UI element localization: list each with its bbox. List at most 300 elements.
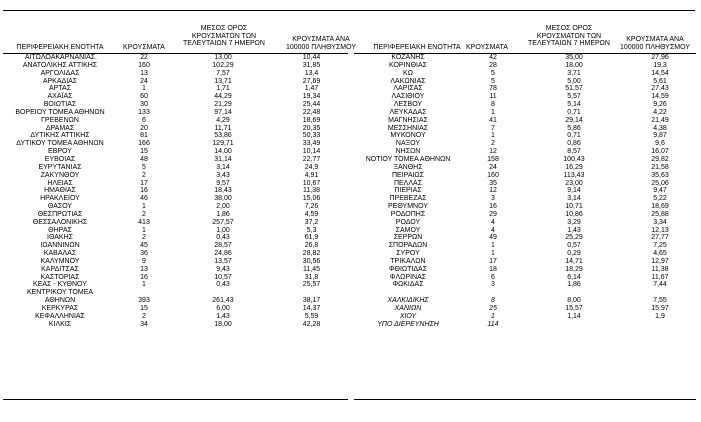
region-cell: ΧΙΟΥ	[399, 312, 417, 320]
cases-cell: 158	[487, 155, 499, 163]
per100k-cell: 5,3	[306, 226, 317, 234]
table-row	[4, 321, 349, 329]
cases-cell: 6	[491, 273, 495, 281]
avg7-cell: 44,29	[214, 93, 232, 101]
avg7-cell: 13,57	[214, 257, 232, 265]
header-avg7-line2: ΚΡΟΥΣΜΑΤΩΝ ΤΩΝ	[191, 32, 257, 40]
table-row	[354, 180, 696, 188]
table-row	[354, 219, 696, 227]
table-row	[354, 305, 696, 313]
table-row	[4, 125, 349, 133]
region-cell: ΦΩΚΙΔΑΣ	[392, 281, 424, 289]
right-table-body	[354, 54, 696, 329]
region-cell: ΙΩΑΝΝΙΝΩΝ	[40, 242, 80, 250]
per100k-cell: 25,57	[302, 281, 321, 289]
avg7-cell: 6,00	[216, 305, 230, 312]
cases-cell: 1	[142, 203, 146, 211]
cases-cell: 36	[140, 250, 148, 258]
avg7-cell: 53,86	[214, 132, 232, 140]
cases-cell: 60	[140, 93, 148, 101]
table-row	[4, 203, 349, 211]
per100k-cell: 18,69	[651, 203, 669, 211]
cases-cell: 12	[489, 187, 497, 195]
table-row	[4, 289, 349, 297]
region-cell: ΘΕΣΣΑΛΟΝΙΚΗΣ	[32, 218, 88, 226]
avg7-cell: 5,00	[567, 77, 581, 85]
region-cell: ΦΛΩΡΙΝΑΣ	[389, 273, 427, 281]
cases-cell: 16	[489, 203, 497, 211]
cases-cell: 1	[491, 312, 495, 320]
region-cell: ΧΑΝΙΩΝ	[394, 305, 422, 312]
table-row	[4, 93, 349, 101]
table-row	[4, 140, 349, 148]
region-cell: ΚΕΦΑΛΛΗΝΙΑΣ	[35, 312, 85, 320]
avg7-cell: 113,43	[563, 171, 585, 179]
table-row	[4, 101, 349, 109]
region-cell: ΔΡΑΜΑΣ	[45, 124, 75, 132]
per100k-cell: 9,47	[653, 187, 667, 195]
avg7-cell: 129,71	[212, 140, 234, 148]
table-row	[354, 125, 696, 133]
region-cell: ΜΑΓΝΗΣΙΑΣ	[388, 116, 428, 124]
per100k-cell: 5,61	[653, 77, 667, 85]
avg7-cell: 1,14	[567, 312, 581, 320]
cases-cell: 160	[487, 171, 499, 179]
cases-cell: 28	[489, 61, 497, 69]
cases-cell: 25	[489, 305, 497, 312]
cases-cell: 3	[491, 281, 495, 289]
per100k-cell: 11,45	[303, 265, 320, 273]
region-cell: ΒΟΙΩΤΙΑΣ	[43, 101, 77, 109]
region-cell: ΚΕΑΣ - ΚΥΘΝΟΥ	[33, 281, 87, 289]
cases-cell: 49	[489, 234, 497, 242]
table-row	[4, 281, 349, 289]
region-cell: ΡΕΘΥΜΝΟΥ	[387, 203, 428, 211]
cases-cell: 9	[142, 257, 146, 265]
avg7-cell: 51,57	[565, 85, 583, 93]
cases-cell: 1	[142, 226, 146, 234]
avg7-cell: 0,71	[567, 108, 581, 116]
table-row	[354, 54, 696, 62]
region-cell: ΝΟΤΙΟΥ ΤΟΜΕΑ ΑΘΗΝΩΝ	[365, 155, 451, 163]
per100k-cell: 9,6	[655, 140, 665, 148]
table-row	[354, 313, 696, 321]
avg7-cell: 97,14	[214, 108, 232, 116]
per100k-cell: 12,13	[651, 226, 669, 234]
region-cell: ΠΙΕΡΙΑΣ	[394, 187, 422, 195]
avg7-cell: 9,14	[567, 187, 581, 195]
per100k-cell: 19,3	[653, 61, 667, 69]
header-region-right	[362, 44, 472, 52]
table-row	[354, 258, 696, 266]
per100k-cell: 33,49	[302, 140, 321, 148]
table-row	[354, 140, 696, 148]
per100k-cell: 11,67	[651, 273, 669, 281]
avg7-cell: 7,57	[216, 69, 230, 77]
table-row	[354, 132, 696, 140]
cases-cell: 24	[140, 77, 148, 85]
region-cell: ΣΠΟΡΑΔΩΝ	[388, 242, 428, 250]
table-row	[354, 109, 696, 117]
region-cell: ΓΡΕΒΕΝΩΝ	[41, 116, 79, 124]
per100k-cell: 16,07	[651, 148, 669, 156]
region-cell: ΑΡΚΑΔΙΑΣ	[42, 77, 78, 85]
table-row	[354, 321, 696, 329]
avg7-cell: 10,71	[565, 203, 583, 211]
avg7-cell: 102,29	[212, 61, 234, 69]
avg7-cell: 16,29	[565, 163, 583, 171]
cases-cell: 48	[140, 155, 148, 163]
avg7-cell: 10,86	[565, 210, 583, 218]
region-cell: ΚΟΖΑΝΗΣ	[391, 54, 425, 61]
avg7-cell: 18,43	[214, 187, 232, 195]
avg7-cell: 5,14	[567, 101, 581, 109]
table-row	[4, 109, 349, 117]
per100k-cell: 21,58	[651, 163, 669, 171]
region-cell: ΘΑΣΟΥ	[47, 203, 73, 211]
region-cell: ΣΑΜΟΥ	[395, 226, 421, 234]
avg7-cell: 0,57	[567, 242, 581, 250]
avg7-cell: 24,86	[214, 250, 232, 258]
avg7-cell: 1,86	[216, 210, 230, 218]
per100k-cell: 4,91	[304, 171, 319, 179]
per100k-cell: 7,25	[653, 242, 667, 250]
avg7-cell: 18,00	[214, 320, 232, 328]
avg7-cell: 3,14	[567, 195, 581, 203]
header-avg7-line1: ΜΕΣΟΣ ΟΡΟΣ	[545, 25, 593, 32]
region-cell: ΤΡΙΚΑΛΩΝ	[390, 257, 426, 265]
per100k-cell: 3,34	[653, 218, 667, 226]
cases-cell: 160	[138, 61, 150, 69]
table-row	[354, 234, 696, 242]
header-avg7-line3: ΤΕΛΕΥΤΑΙΩΝ 7 ΗΜΕΡΩΝ	[528, 40, 610, 47]
region-cell: ΑΡΤΑΣ	[48, 85, 72, 93]
table-row	[4, 132, 349, 140]
table-row	[4, 180, 349, 188]
cases-cell: 35	[489, 179, 497, 187]
per100k-cell: 21,49	[651, 116, 669, 124]
cases-cell: 5	[491, 69, 495, 77]
header-cases-label: ΚΡΟΥΣΜΑΤΑ	[123, 44, 165, 51]
table-row	[4, 274, 349, 282]
per100k-cell: 4,22	[653, 108, 667, 116]
table-row	[4, 156, 349, 164]
region-cell: ΔΥΤΙΚΗΣ ΑΤΤΙΚΗΣ	[30, 132, 90, 140]
per100k-cell: 7,44	[653, 281, 667, 289]
per100k-cell: 12,97	[651, 257, 669, 265]
per100k-cell: 14,37	[302, 305, 321, 312]
table-row	[4, 187, 349, 195]
region-cell: ΑΝΑΤΟΛΙΚΗΣ ΑΤΤΙΚΗΣ	[22, 61, 98, 69]
avg7-cell: 4,29	[216, 116, 230, 124]
per100k-cell: 4,38	[653, 124, 667, 132]
header-cases-right	[459, 44, 515, 52]
per100k-cell: 31,8	[304, 273, 319, 281]
region-cell: ΑΡΓΟΛΙΔΑΣ	[40, 69, 80, 77]
header-cases-label: ΚΡΟΥΣΜΑΤΑ	[466, 44, 508, 51]
cases-cell: 393	[138, 297, 150, 305]
per100k-cell: 4,59	[304, 210, 319, 218]
spacer-cell	[524, 289, 624, 297]
per100k-cell: 61,9	[304, 234, 319, 242]
region-cell: ΣΥΡΟΥ	[396, 250, 420, 258]
per100k-cell: 15,06	[302, 195, 321, 203]
header-per100k-line2: 100000 ΠΛΗΘΥΣΜΟΥ	[619, 43, 691, 51]
avg7-cell: 28,57	[214, 242, 232, 250]
region-cell: ΕΒΡΟΥ	[48, 148, 72, 156]
per100k-cell: 42,28	[302, 320, 321, 328]
region-cell: ΚΙΛΚΙΣ	[48, 320, 72, 328]
header-avg7-line3: ΤΕΛΕΥΤΑΙΩΝ 7 ΗΜΕΡΩΝ	[183, 40, 265, 47]
cases-cell: 3	[491, 195, 495, 203]
avg7-cell: 35,00	[565, 54, 583, 61]
avg7-cell: 3,29	[567, 218, 581, 226]
table-row	[354, 85, 696, 93]
region-cell: ΔΥΤΙΚΟΥ ΤΟΜΕΑ ΑΘΗΝΩΝ	[16, 140, 104, 148]
cases-cell: 5	[491, 77, 495, 85]
avg7-cell: 31,14	[214, 155, 232, 163]
table-row	[354, 227, 696, 235]
table-row	[4, 70, 349, 78]
per100k-cell: 25,44	[302, 101, 321, 109]
table-row	[4, 313, 349, 321]
header-per100k-line1: ΚΡΟΥΣΜΑΤΑ ΑΝΑ	[626, 36, 684, 43]
per100k-cell: 14,59	[651, 93, 669, 101]
bottom-rule-right	[354, 399, 696, 400]
cases-cell: 15	[140, 148, 148, 156]
table-row	[4, 195, 349, 203]
header-avg7-line1: ΜΕΣΟΣ ΟΡΟΣ	[200, 25, 248, 32]
table-row	[354, 172, 696, 180]
region-cell: ΕΥΡΥΤΑΝΙΑΣ	[38, 163, 82, 171]
region-cell: ΡΟΔΟΠΗΣ	[390, 210, 426, 218]
cases-cell: 1	[491, 132, 495, 140]
avg7-cell: 21,29	[214, 101, 232, 109]
cases-cell: 1	[491, 108, 495, 116]
cases-cell: 114	[487, 320, 499, 328]
per100k-cell: 25,06	[651, 179, 669, 187]
region-cell: ΠΡΕΒΕΖΑΣ	[389, 195, 427, 203]
header-region-label: ΠΕΡΙΦΕΡΕΙΑΚΗ ΕΝΟΤΗΤΑ	[373, 44, 461, 51]
avg7-cell: 261,43	[212, 297, 234, 305]
cases-cell: 17	[489, 257, 497, 265]
avg7-cell: 1,43	[216, 312, 230, 320]
avg7-cell: 0,71	[567, 132, 581, 140]
header-region-left	[4, 44, 116, 52]
per100k-cell: 19,34	[302, 93, 321, 101]
per100k-cell: 24,9	[304, 163, 319, 171]
region-cell: ΝΑΞΟΥ	[395, 140, 421, 148]
per100k-cell: 27,96	[651, 54, 669, 61]
region-cell: ΣΕΡΡΩΝ	[393, 234, 423, 242]
cases-cell: 1	[142, 281, 146, 289]
region-cell: ΚΕΝΤΡΙΚΟΥ ΤΟΜΕΑ	[26, 289, 94, 297]
avg7-cell: 15,57	[565, 305, 583, 312]
avg7-cell: 14,71	[565, 257, 583, 265]
table-row	[354, 274, 696, 282]
avg7-cell-empty	[172, 289, 274, 297]
cases-cell: 166	[138, 140, 150, 148]
region-cell: ΚΕΡΚΥΡΑΣ	[41, 305, 79, 312]
region-cell: ΚΑΒΑΛΑΣ	[43, 250, 77, 258]
avg7-cell: 2,00	[216, 203, 230, 211]
per100k-cell: 38,17	[302, 297, 321, 305]
per100k-cell: 50,33	[302, 132, 321, 140]
avg7-cell: 14,00	[214, 148, 232, 156]
avg7-cell: 1,71	[216, 85, 230, 93]
avg7-cell	[524, 321, 624, 329]
cases-cell: 18	[489, 265, 497, 273]
cases-cell: 6	[142, 116, 146, 124]
table-row	[354, 250, 696, 258]
bottom-rule-left	[3, 399, 348, 400]
cases-cell-empty	[116, 289, 172, 297]
avg7-cell: 8,57	[567, 148, 581, 156]
left-table	[4, 54, 349, 329]
cases-cell: 413	[138, 218, 150, 226]
table-row	[4, 78, 349, 86]
table-row	[4, 172, 349, 180]
avg7-cell: 11,71	[214, 124, 232, 132]
table-row	[4, 305, 349, 313]
region-cell: ΙΘΑΚΗΣ	[47, 234, 73, 242]
table-row	[354, 101, 696, 109]
per100k-cell-empty	[274, 289, 349, 297]
cases-cell: 24	[489, 163, 497, 171]
cases-cell: 8	[491, 297, 495, 305]
left-table-body	[4, 54, 349, 329]
per100k-cell: 13,4	[304, 69, 319, 77]
table-row	[354, 211, 696, 219]
table-row	[4, 242, 349, 250]
table-row	[354, 281, 696, 289]
per100k-cell: 35,63	[651, 171, 669, 179]
avg7-cell: 3,71	[567, 69, 581, 77]
per100k-cell: 14,54	[651, 69, 669, 77]
avg7-cell: 100,43	[563, 155, 585, 163]
table-row	[354, 266, 696, 274]
avg7-cell: 8,00	[567, 297, 581, 305]
table-row	[4, 250, 349, 258]
cases-cell: 46	[140, 195, 148, 203]
header-per100k-right	[612, 36, 698, 51]
avg7-cell: 9,57	[216, 179, 230, 187]
region-cell: ΖΑΚΥΝΘΟΥ	[40, 171, 80, 179]
header-avg7-right	[518, 25, 620, 48]
avg7-cell: 1,43	[567, 226, 581, 234]
per100k-cell: 22,77	[302, 155, 321, 163]
table-row	[4, 62, 349, 70]
cases-cell: 20	[140, 124, 148, 132]
cases-cell: 1	[142, 85, 146, 93]
table-row	[354, 195, 696, 203]
avg7-cell: 18,29	[565, 265, 583, 273]
per100k-cell: 4,65	[653, 250, 667, 258]
region-cell: ΒΟΡΕΙΟΥ ΤΟΜΕΑ ΑΘΗΝΩΝ	[15, 108, 105, 116]
table-row	[4, 54, 349, 62]
table-row	[4, 211, 349, 219]
table-row	[354, 62, 696, 70]
per100k-cell: 9,87	[653, 132, 667, 140]
cases-cell: 16	[140, 273, 148, 281]
header-per100k-line1: ΚΡΟΥΣΜΑΤΑ ΑΝΑ	[292, 36, 350, 43]
region-cell: ΛΑΣΙΘΙΟΥ	[391, 93, 425, 101]
per100k-cell: 18,69	[302, 116, 321, 124]
cases-cell: 1	[491, 250, 495, 258]
table-row	[354, 242, 696, 250]
region-cell: ΗΡΑΚΛΕΙΟΥ	[40, 195, 80, 203]
region-cell: ΝΗΣΩΝ	[395, 148, 421, 156]
avg7-cell: 0,86	[567, 140, 581, 148]
region-cell: ΕΥΒΟΙΑΣ	[44, 155, 76, 163]
avg7-cell: 1,00	[216, 226, 230, 234]
cases-cell: 34	[140, 320, 148, 328]
cases-cell: 1	[491, 242, 495, 250]
table-row	[354, 70, 696, 78]
per100k-cell: 15,97	[651, 305, 669, 312]
region-cell: ΚΩ	[403, 69, 413, 77]
per100k-cell: 26,8	[304, 242, 319, 250]
table-row	[4, 227, 349, 235]
region-cell: ΘΗΡΑΣ	[48, 226, 72, 234]
region-cell: ΜΕΣΣΗΝΙΑΣ	[387, 124, 429, 132]
table-row	[354, 93, 696, 101]
table-row	[354, 203, 696, 211]
per100k-cell: 30,56	[302, 257, 321, 265]
region-cell: ΛΕΥΚΑΔΑΣ	[389, 108, 427, 116]
avg7-cell: 18,00	[565, 61, 583, 69]
region-cell: ΑΘΗΝΩΝ	[44, 297, 76, 305]
region-cell: ΑΙΤΩΛΟΑΚΑΡΝΑΝΙΑΣ	[24, 54, 96, 61]
avg7-cell: 0,43	[216, 234, 230, 242]
table-row	[354, 117, 696, 125]
region-cell: ΧΑΛΚΙΔΙΚΗΣ	[387, 297, 429, 305]
cases-cell: 8	[491, 101, 495, 109]
top-rule	[3, 10, 695, 11]
cases-cell: 41	[489, 116, 497, 124]
cases-cell: 42	[489, 54, 497, 61]
cases-cell: 12	[489, 148, 497, 156]
table-row	[4, 164, 349, 172]
table-row	[4, 219, 349, 227]
cases-cell: 29	[489, 210, 497, 218]
cases-cell: 4	[491, 226, 495, 234]
cases-cell: 2	[142, 171, 146, 179]
cases-cell: 2	[142, 210, 146, 218]
avg7-cell: 5,86	[567, 124, 581, 132]
avg7-cell: 23,00	[565, 179, 583, 187]
cases-cell: 15	[140, 305, 148, 312]
cases-cell: 5	[142, 163, 146, 171]
per100k-cell: 10,14	[302, 148, 321, 156]
header-cases-left	[116, 44, 172, 52]
header-per100k-line2: 100000 ΠΛΗΘΥΣΜΟΥ	[285, 43, 357, 51]
cases-cell: 13	[140, 265, 148, 273]
cases-cell: 45	[140, 242, 148, 250]
spacer-cell	[354, 289, 462, 297]
header-avg7-line2: ΚΡΟΥΣΜΑΤΩΝ ΤΩΝ	[536, 32, 602, 40]
per100k-cell: 29,82	[651, 155, 669, 163]
cases-cell: 2	[142, 312, 146, 320]
region-cell: ΦΘΙΩΤΙΔΑΣ	[388, 265, 428, 273]
region-cell: ΚΑΣΤΟΡΙΑΣ	[40, 273, 80, 281]
region-cell: ΛΑΡΙΣΑΣ	[393, 85, 423, 93]
cases-cell: 11	[489, 93, 497, 101]
cases-cell: 22	[140, 54, 148, 61]
region-cell: ΚΑΡΔΙΤΣΑΣ	[41, 265, 79, 273]
table-row	[4, 117, 349, 125]
table-row	[354, 78, 696, 86]
